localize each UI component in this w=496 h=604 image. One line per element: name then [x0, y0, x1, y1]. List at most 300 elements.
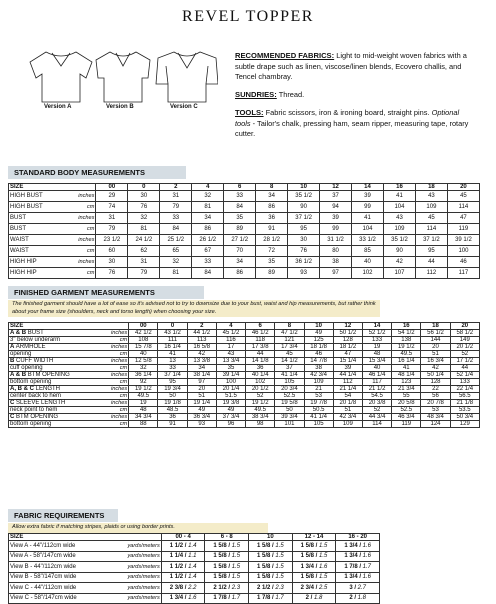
table-cell: 15 7/8 [129, 344, 158, 351]
table-cell: 114 [362, 421, 391, 428]
table-cell: 21 1/4 [333, 386, 362, 393]
table-row [9, 213, 480, 224]
table-cell: 95 [288, 224, 320, 235]
table-cell: 39 1/2 [447, 235, 479, 246]
table-cell: 92 [129, 379, 158, 386]
view-letters: C [10, 400, 16, 406]
table-row [9, 365, 480, 372]
recommended-fabrics: RECOMMENDED FABRICS: Light to mid-weight woven fabrics with a subtle drape such as linen, viscose/linen blends, Ecovero challis, and Tencel chambray. [235, 51, 467, 82]
table-cell: 138 [392, 337, 421, 344]
table-cell [205, 551, 249, 562]
table-row [9, 358, 480, 365]
table-cell: 51 [187, 393, 216, 400]
table-cell: 53 [304, 393, 333, 400]
table-cell: 53 [421, 407, 450, 414]
size-column-header: 8 [256, 184, 288, 191]
table-cell: 101 [275, 421, 304, 428]
fabric-note: Allow extra fabric if matching stripes, plaids or using border prints. [8, 523, 268, 533]
table-cell: 65 [160, 246, 192, 257]
table-cell: 43 [383, 213, 415, 224]
row-label: View B - 58"/147cm wide [9, 572, 111, 583]
table-cell [336, 593, 380, 604]
table-cell: 107 [383, 268, 415, 279]
table-cell: 39 [333, 365, 362, 372]
table-row [9, 414, 480, 421]
meters-value: 1.7 [275, 595, 284, 602]
yards-value: 1 5/8 / [300, 574, 320, 581]
table-cell: 45 [415, 213, 447, 224]
row-unit: cm [66, 202, 96, 213]
table-cell: 19 [129, 400, 158, 407]
table-cell: 52 1/4 [450, 372, 479, 379]
table-cell: 52 1/2 [362, 330, 391, 337]
row-sublabel: neck point to hem [9, 407, 101, 414]
table-cell: 16 3/4 [421, 358, 450, 365]
table-cell: 100 [216, 379, 245, 386]
table-cell: 58 1/2 [450, 330, 479, 337]
table-row [9, 235, 480, 246]
size-column-header: 00 [129, 323, 158, 330]
table-cell: 97 [320, 268, 352, 279]
table-cell: 17 3/4 [275, 344, 304, 351]
meters-value: 1.5 [231, 563, 241, 570]
table-cell: 91 [256, 224, 288, 235]
table-cell [205, 593, 249, 604]
table-cell [249, 562, 293, 573]
table-row [9, 246, 480, 257]
yards-value: 1 5/8 / [300, 553, 320, 560]
table-cell: 46 1/2 [246, 330, 275, 337]
table-cell [336, 562, 380, 573]
table-cell: 42 1/2 [129, 330, 158, 337]
table-cell: 52.5 [275, 393, 304, 400]
size-column-header: 14 [362, 323, 391, 330]
table-cell: 54.5 [362, 393, 391, 400]
yards-value: 1 7/8 / [344, 563, 363, 570]
table-cell: 149 [450, 337, 479, 344]
size-column-header: 10 [304, 323, 333, 330]
row-label: WAIST [9, 246, 66, 257]
table-cell: 21 [304, 386, 333, 393]
body-measurements-table [8, 183, 480, 279]
row-sublabel: center back to hem [9, 393, 101, 400]
row-unit: inches [66, 257, 96, 268]
table-cell: 49.5 [392, 351, 421, 358]
table-cell: 38 [320, 257, 352, 268]
measurement-name: BTM OPENING [16, 414, 59, 420]
table-row [9, 421, 480, 428]
table-cell: 20 [421, 344, 450, 351]
table-cell: 41 [383, 191, 415, 202]
table-cell: 28 1/2 [256, 235, 288, 246]
table-cell: 39 [352, 191, 384, 202]
table-cell: 50.5 [304, 407, 333, 414]
table-row [9, 572, 380, 583]
yards-value: 1 5/8 / [257, 563, 276, 570]
table-cell: 13 3/4 [216, 358, 245, 365]
meters-value: 1.7 [231, 595, 241, 602]
table-row [9, 330, 480, 337]
fabric-requirements-title: FABRIC REQUIREMENTS [8, 509, 118, 522]
table-cell: 19 [362, 344, 391, 351]
table-cell [205, 562, 249, 573]
table-cell: 81 [128, 224, 160, 235]
table-cell: 41 1/4 [304, 414, 333, 421]
table-cell: 19 3/4 [158, 386, 187, 393]
table-cell: 67 [192, 246, 224, 257]
row-label: HIGH BUST [9, 202, 66, 213]
table-cell: 86 [256, 202, 288, 213]
table-cell: 32 [128, 213, 160, 224]
table-cell: 46 [447, 257, 479, 268]
table-row [9, 393, 480, 400]
table-cell: 33 [160, 213, 192, 224]
row-unit: cm [101, 365, 129, 372]
table-cell: 21 1/8 [450, 400, 479, 407]
table-cell: 16 1/4 [158, 344, 187, 351]
table-cell: 125 [304, 337, 333, 344]
table-cell: 20 1/2 [450, 344, 479, 351]
table-row [9, 351, 480, 358]
table-cell: 40 [352, 257, 384, 268]
table-header-row [9, 184, 480, 191]
table-row [9, 407, 480, 414]
table-cell: 25 1/2 [160, 235, 192, 246]
yards-value: 1 3/4 / [344, 542, 363, 549]
table-cell: 17 [216, 344, 245, 351]
table-cell: 86 [224, 268, 256, 279]
table-cell [161, 572, 205, 583]
table-cell: 45 1/2 [216, 330, 245, 337]
table-cell: 116 [216, 337, 245, 344]
size-column-header: 18 [421, 323, 450, 330]
table-cell: 19 1/2 [392, 344, 421, 351]
table-cell: 118 [246, 337, 275, 344]
table-cell: 54 [333, 393, 362, 400]
row-label: View A - 58"/147cm wide [9, 551, 111, 562]
table-cell: 37 1/2 [288, 213, 320, 224]
table-cell: 86 [192, 224, 224, 235]
row-unit: inches [101, 344, 129, 351]
yards-value: 1 5/8 / [257, 574, 276, 581]
table-cell: 34 [187, 365, 216, 372]
table-cell: 94 [320, 202, 352, 213]
yards-value: 1 5/8 / [213, 542, 232, 549]
table-cell: 119 [447, 224, 479, 235]
size-column-header: 4 [216, 323, 245, 330]
table-cell: 40 [129, 351, 158, 358]
table-cell: 36 [158, 414, 187, 421]
table-cell: 33 1/2 [352, 235, 384, 246]
row-label: BUST [9, 224, 66, 235]
row-label: BUST [9, 213, 66, 224]
table-cell: 84 [192, 268, 224, 279]
size-column-header: 12 [320, 184, 352, 191]
table-row [9, 583, 380, 594]
table-cell: 48 [362, 351, 391, 358]
row-sublabel: bottom opening [9, 379, 101, 386]
size-column-header: 10 [288, 184, 320, 191]
table-cell: 42 [383, 257, 415, 268]
table-cell: 37 3/4 [216, 414, 245, 421]
meters-value: 1.5 [231, 542, 241, 549]
size-column-header: 6 [246, 323, 275, 330]
row-unit: inches [101, 358, 129, 365]
table-row [9, 400, 480, 407]
size-column-header: 16 [392, 323, 421, 330]
table-cell: 40 1/4 [246, 372, 275, 379]
yards-value: 2 3/8 / [169, 584, 189, 591]
table-cell: 79 [96, 224, 128, 235]
yards-value: 3 / [349, 584, 358, 591]
table-cell: 32 [192, 191, 224, 202]
table-cell: 129 [450, 421, 479, 428]
table-cell: 90 [383, 246, 415, 257]
finished-measurements-title: FINISHED GARMENT MEASUREMENTS [8, 286, 204, 299]
size-column-header: 20 [450, 323, 479, 330]
size-column-header: 12 - 14 [292, 534, 336, 541]
table-cell: 39 [320, 213, 352, 224]
table-cell: 84 [224, 202, 256, 213]
table-cell: 14 1/2 [275, 358, 304, 365]
meters-value: 1.6 [362, 542, 372, 549]
size-column-header: 6 [224, 184, 256, 191]
table-cell [249, 583, 293, 594]
table-cell: 35 [216, 365, 245, 372]
row-unit: cm [101, 393, 129, 400]
table-cell: 56.5 [450, 393, 479, 400]
table-cell [249, 572, 293, 583]
table-cell: 31 [160, 191, 192, 202]
table-cell: 36 3/4 [187, 414, 216, 421]
table-cell: 49 [304, 330, 333, 337]
table-cell: 26 1/2 [192, 235, 224, 246]
table-cell [161, 583, 205, 594]
table-cell: 19 1/4 [187, 400, 216, 407]
row-unit: yards/meters [110, 551, 161, 562]
size-column-header: 8 [275, 323, 304, 330]
table-cell [205, 572, 249, 583]
row-unit: yards/meters [110, 562, 161, 573]
size-column-header: 2 [160, 184, 192, 191]
table-cell: 23 1/2 [96, 235, 128, 246]
meters-value: 1.5 [275, 542, 284, 549]
table-cell: 36 1/2 [288, 257, 320, 268]
row-unit: cm [101, 421, 129, 428]
table-cell: 20 5/8 [392, 400, 421, 407]
size-column-header: 14 [352, 184, 384, 191]
table-cell: 50 3/4 [450, 414, 479, 421]
tools: TOOLS: Fabric scissors, iron & ironing board, straight pins. Optional tools - Tailor's chalk, pressing ham, seam ripper, measuring tape, rotary cutter. [235, 107, 469, 139]
measurement-name: LENGTH [35, 386, 61, 392]
table-cell: 37 [275, 365, 304, 372]
table-cell: 80 [320, 246, 352, 257]
table-cell: 114 [415, 224, 447, 235]
table-cell: 56 1/2 [421, 330, 450, 337]
table-cell: 47 [447, 213, 479, 224]
meters-value: 1.4 [188, 574, 197, 581]
table-cell: 41 [158, 351, 187, 358]
table-cell: 76 [96, 268, 128, 279]
meters-value: 1.1 [188, 553, 197, 560]
table-row [9, 379, 480, 386]
table-cell [205, 583, 249, 594]
fabric-info [235, 50, 475, 146]
yards-value: 2 1/2 / [213, 584, 232, 591]
table-cell: 42 3/4 [333, 414, 362, 421]
yards-value: 1 5/8 / [257, 542, 276, 549]
table-cell: 19 3/8 [216, 400, 245, 407]
yards-value: 2 / [349, 595, 358, 602]
table-cell: 43 [415, 191, 447, 202]
page-title: REVEL TOPPER [182, 8, 314, 25]
table-cell [161, 541, 205, 552]
table-cell: 84 [160, 224, 192, 235]
row-label [9, 358, 101, 365]
row-sublabel: bottom opening [9, 421, 101, 428]
table-cell: 121 [275, 337, 304, 344]
table-cell: 108 [129, 337, 158, 344]
meters-value: 1.7 [362, 563, 372, 570]
row-unit: inches [101, 414, 129, 421]
table-cell: 47 [333, 351, 362, 358]
table-cell: 16 5/8 [187, 344, 216, 351]
table-cell: 31 [96, 213, 128, 224]
meters-value: 1.8 [314, 595, 323, 602]
row-unit: inches [101, 330, 129, 337]
table-cell: 46 [304, 351, 333, 358]
table-cell [292, 551, 336, 562]
table-cell: 35 1/2 [383, 235, 415, 246]
table-cell: 47 1/2 [275, 330, 304, 337]
table-cell: 35 [224, 213, 256, 224]
row-label: View C - 58"/147cm wide [9, 593, 111, 604]
meters-value: 1.5 [231, 574, 241, 581]
table-cell: 21 3/4 [392, 386, 421, 393]
yards-value: 1 3/4 / [169, 595, 189, 602]
yards-value: 1 3/4 / [300, 563, 320, 570]
table-cell: 34 [224, 257, 256, 268]
table-cell: 20 1/4 [216, 386, 245, 393]
table-cell: 17 1/2 [450, 358, 479, 365]
table-cell: 38 3/4 [246, 414, 275, 421]
meters-value: 1.8 [357, 595, 366, 602]
table-cell: 22 [421, 386, 450, 393]
table-cell: 76 [128, 202, 160, 213]
table-cell [292, 541, 336, 552]
yards-value: 2 1/2 / [257, 584, 276, 591]
table-cell: 109 [383, 224, 415, 235]
size-column-header: 10 [249, 534, 293, 541]
table-cell: 109 [304, 379, 333, 386]
table-row [9, 541, 380, 552]
table-cell: 41 1/4 [275, 372, 304, 379]
table-cell [336, 551, 380, 562]
table-cell: 45 [447, 191, 479, 202]
table-cell: 36 [246, 365, 275, 372]
table-row [9, 372, 480, 379]
table-cell: 74 [96, 202, 128, 213]
table-cell: 15 3/4 [362, 358, 391, 365]
meters-value: 1.6 [362, 574, 372, 581]
size-column-header: 4 [192, 184, 224, 191]
table-cell: 109 [415, 202, 447, 213]
table-cell: 35 1/2 [288, 191, 320, 202]
meters-value: 2.7 [357, 584, 366, 591]
table-cell [249, 551, 293, 562]
measurement-name: BTM OPENING [27, 372, 70, 378]
table-cell: 60 [96, 246, 128, 257]
table-cell: 19 1/2 [246, 400, 275, 407]
table-row [9, 202, 480, 213]
row-sublabel: 3" below underarm [9, 337, 101, 344]
table-cell: 30 [288, 235, 320, 246]
table-cell: 50 1/2 [333, 330, 362, 337]
measurement-name: ARMHOLE [15, 344, 46, 350]
table-cell: 117 [362, 379, 391, 386]
table-cell: 37 1/2 [415, 235, 447, 246]
table-cell: 46 3/4 [392, 414, 421, 421]
table-cell: 24 1/2 [128, 235, 160, 246]
row-unit: cm [66, 268, 96, 279]
version-c-label: Version C [170, 104, 198, 110]
table-cell: 34 [192, 213, 224, 224]
table-cell: 117 [447, 268, 479, 279]
table-cell: 79 [128, 268, 160, 279]
table-cell: 42 [421, 365, 450, 372]
finished-note: The finished garment should have a lot of ease so it's advised not to try to downsize due to your bust, waist and hip measurements, but rather think about your frame size (shoulders, neck and torso length) when choosing your size. [8, 300, 380, 317]
table-cell: 39 1/4 [216, 372, 245, 379]
meters-value: 1.4 [188, 563, 197, 570]
table-cell: 49 [216, 407, 245, 414]
row-label [9, 372, 101, 379]
table-cell: 50 [275, 407, 304, 414]
table-row [9, 593, 380, 604]
view-letters: C [10, 414, 16, 420]
row-unit: inches [66, 191, 96, 202]
size-header: SIZE [9, 323, 129, 330]
table-cell: 45 [275, 351, 304, 358]
table-cell: 20 3/8 [362, 400, 391, 407]
table-cell: 91 [158, 421, 187, 428]
table-cell: 41 [392, 365, 421, 372]
table-cell: 19 5/8 [275, 400, 304, 407]
measurement-name: CUFF WIDTH [16, 358, 54, 364]
table-cell: 128 [333, 337, 362, 344]
table-cell: 144 [421, 337, 450, 344]
table-cell: 33 [224, 191, 256, 202]
yards-value: 1 1/2 / [169, 563, 189, 570]
table-row [9, 224, 480, 235]
table-cell: 70 [224, 246, 256, 257]
size-column-header: 2 [187, 323, 216, 330]
row-unit: cm [101, 337, 129, 344]
meters-value: 1.6 [362, 553, 372, 560]
row-unit: yards/meters [110, 541, 161, 552]
table-cell: 119 [392, 421, 421, 428]
size-column-header: 12 [333, 323, 362, 330]
version-a-label: Version A [44, 104, 72, 110]
sundries: SUNDRIES: Thread. [235, 90, 305, 100]
table-cell: 35 [256, 257, 288, 268]
row-label [9, 344, 101, 351]
row-label: HIGH BUST [9, 191, 66, 202]
table-cell: 133 [362, 337, 391, 344]
table-cell: 29 [96, 191, 128, 202]
table-cell: 32 [160, 257, 192, 268]
table-cell: 95 [158, 379, 187, 386]
table-cell: 133 [450, 379, 479, 386]
